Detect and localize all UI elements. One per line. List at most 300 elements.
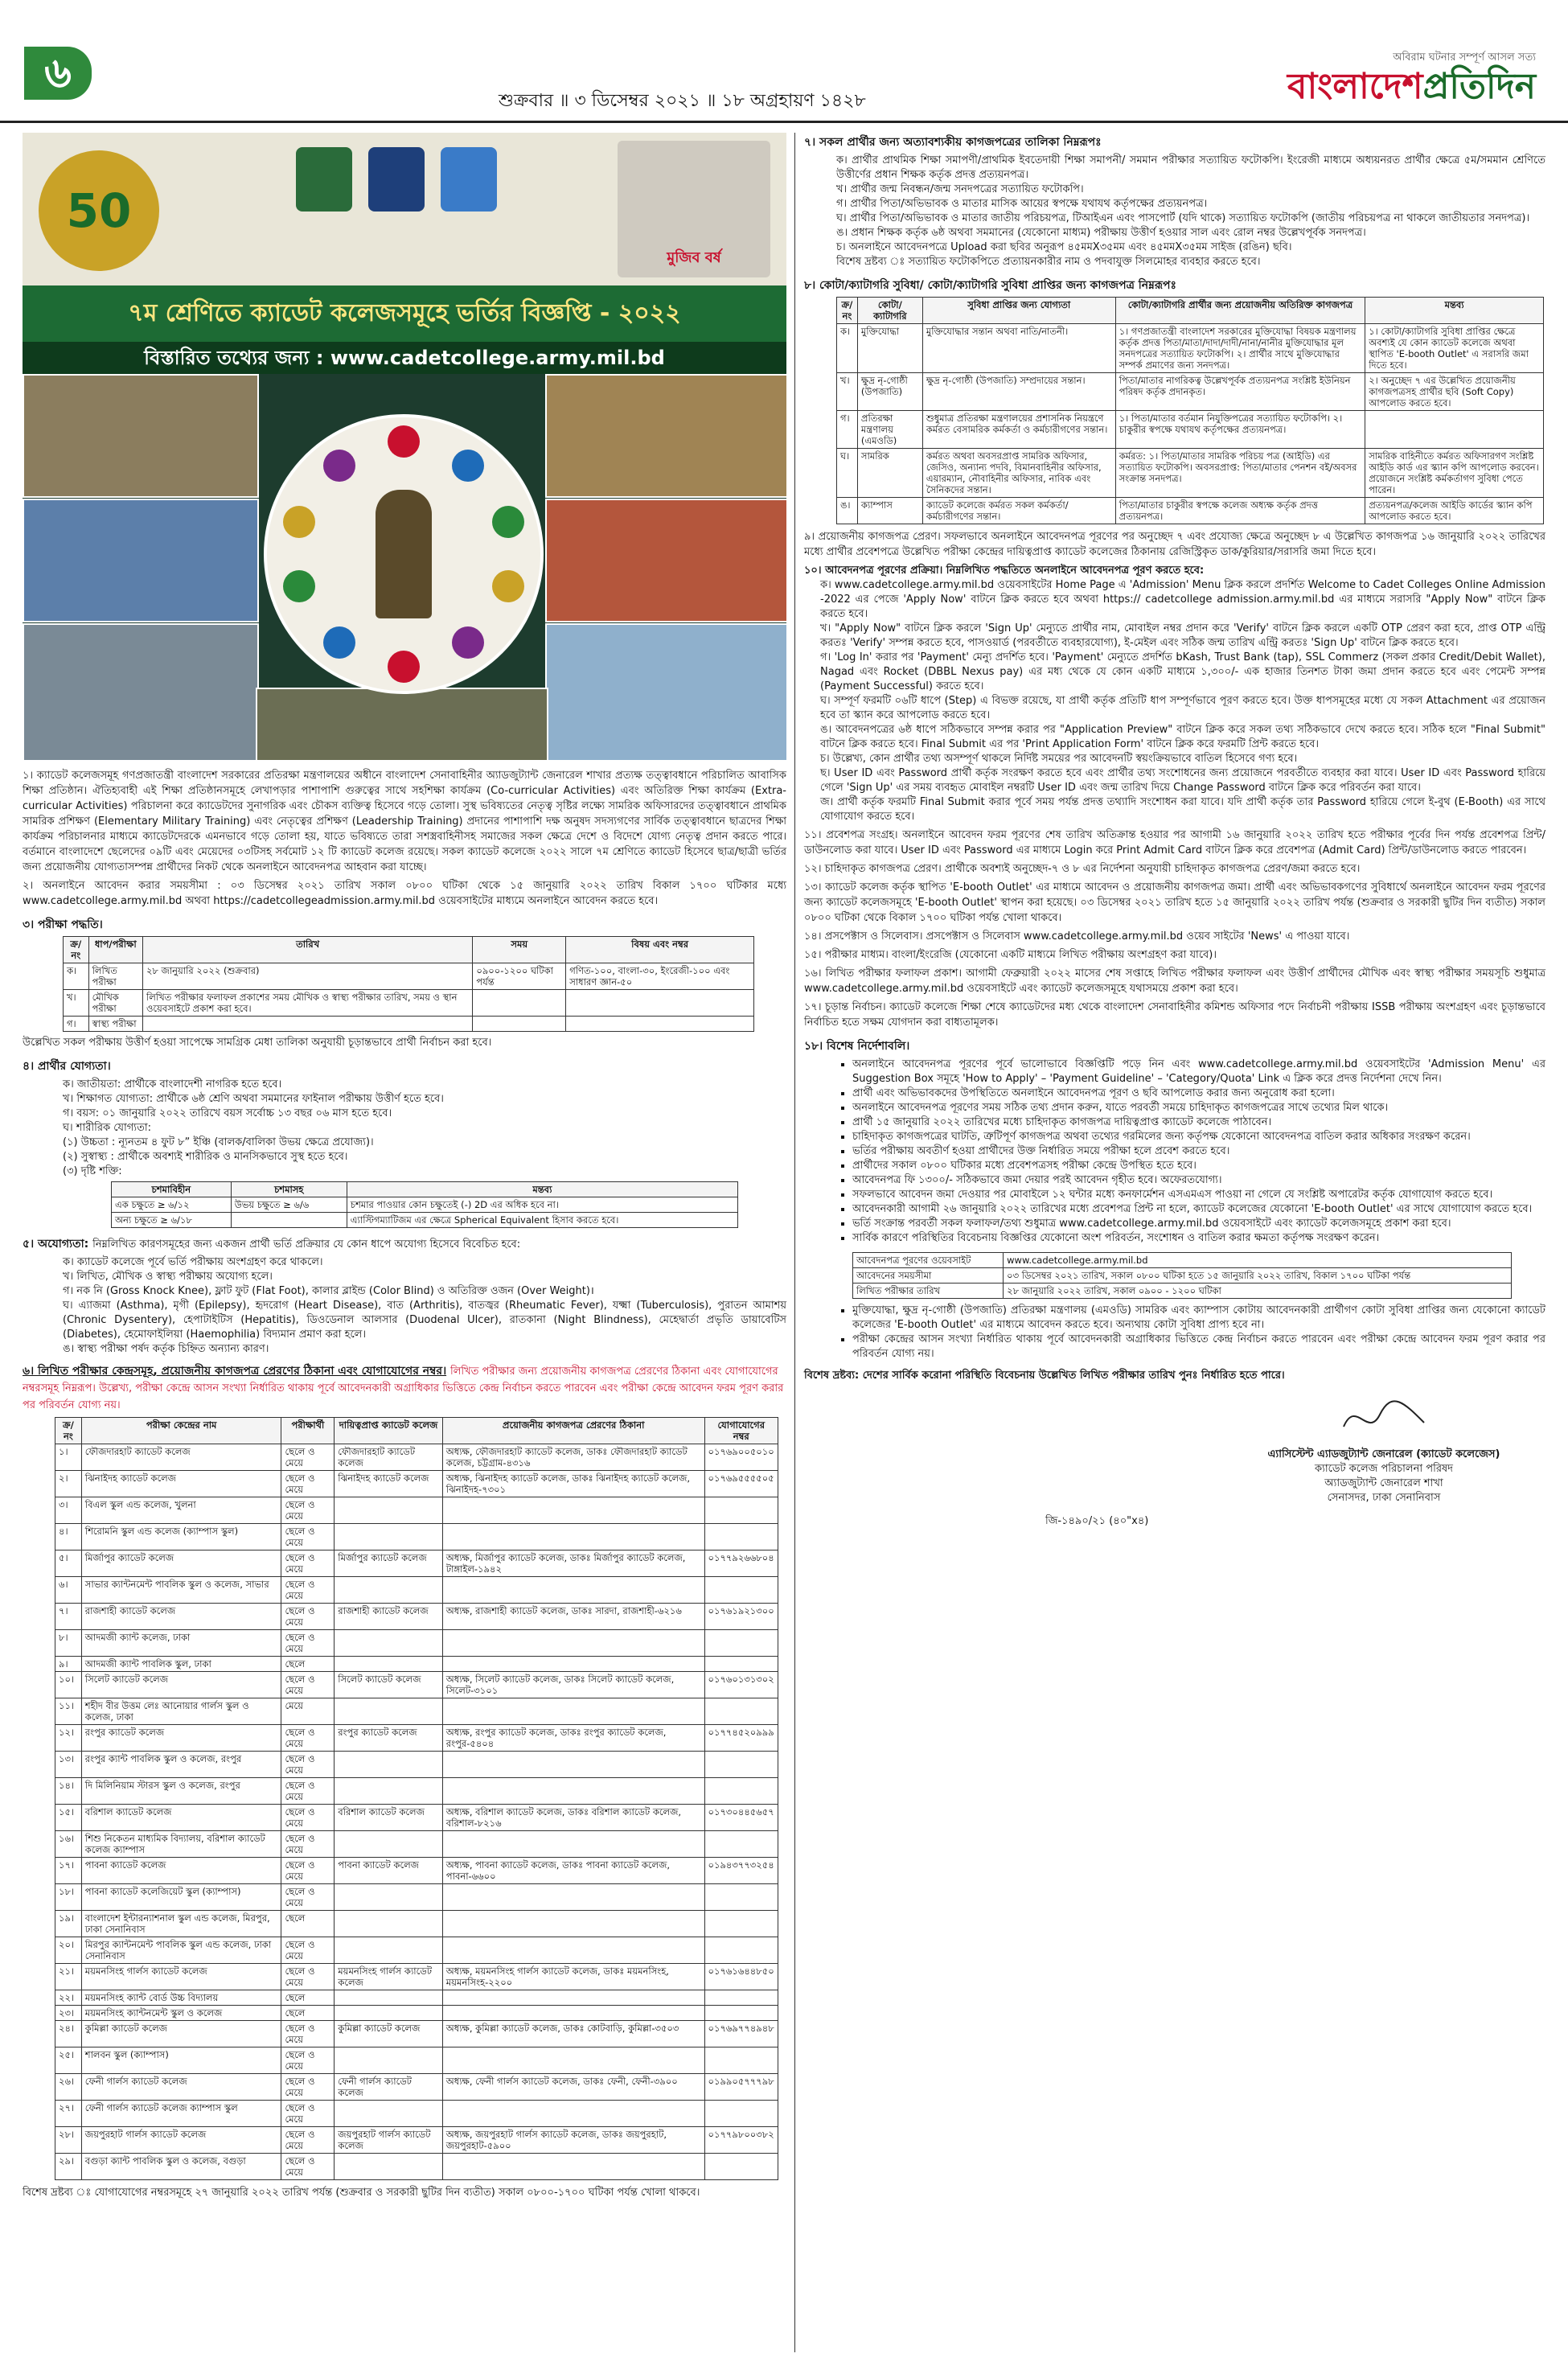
centres-footnote: বিশেষ দ্রষ্টব্য ঃ যোগাযোগের নম্বরসমূহে ২৭ জানুয়ারি ২০২২ তারিখ পর্যন্ত (শুক্রবার ও সরকারী ছুটির দিন ব্যতীত) সকাল ০৮০০-১৭০০ ঘটিকা পর্যন্ত খোলা থাকবে। — [23, 2187, 700, 2199]
table-cell: ছেলে ও মেয়ে — [281, 1630, 335, 1657]
table-cell — [142, 1017, 472, 1032]
newspaper-brand[interactable] — [1287, 50, 1536, 107]
table-cell: অধ্যক্ষ, বরিশাল ক্যাডেট কলেজ, ডাকঃ বরিশাল ক্যাডেট কলেজ, বরিশাল-৮২১৬ — [442, 1805, 704, 1831]
table-cell — [704, 1884, 778, 1911]
section-16-result: ১৬। লিখিত পরীক্ষার ফলাফল প্রকাশ। আগামী ফেব্রুয়ারী ২০২২ মাসের শেষ সপ্তাহে লিখিত পরীক্ষার ফলাফল এবং উত্তীর্ণ প্রার্থীদের মৌখিক এবং স্বাস্থ্য পরীক্ষার সময়সূচি শুধুমাত্র www.cadetcollege.army.mil.bd ওয়েবসাইটে এবং ক্যাডেট কলেজসমূহে যথাসময়ে প্রকাশ করা হবে। — [804, 967, 1545, 995]
table-cell — [335, 1630, 443, 1657]
table-cell: এক চক্ষুতে ≥ ৬/১২ — [112, 1197, 232, 1213]
signature-block — [1222, 1394, 1545, 1505]
table-cell: রংপুর ক্যাডেট কলেজ — [81, 1725, 281, 1752]
table-cell: পিতা/মাতার চাকুরীর স্বপক্ষে কলেজ অধ্যক্ষ কর্তৃক প্রদত্ত প্রত্যয়নপত্র। — [1115, 498, 1365, 524]
table-cell: ময়মনসিংহ ক্যান্ট বোর্ড উচ্চ বিদ্যালয় — [81, 1990, 281, 2006]
table-cell: ১। গণপ্রজাতন্ত্রী বাংলাদেশ সরকারের মুক্তিযোদ্ধা বিষয়ক মন্ত্রণালয় কর্তৃক প্রদত্ত পিতা/মাতা/দাদা/দাদী/নানা/নানীর মুক্তিযোদ্ধার মূল সনদপত্রের সত্যায়িত ফটোকপি। ২। প্রার্থীর সাথে মুক্তিযোদ্ধার সম্পর্ক প্রমাণের জন্য সনদপত্র। — [1115, 324, 1365, 373]
table-cell — [704, 1698, 778, 1725]
college-crest-icon — [388, 425, 420, 458]
table-cell: ১২। — [55, 1725, 82, 1752]
application-step: ঘ। সম্পূর্ণ ফরমটি ০৬টি ধাপে (Step) এ বিভক্ত রয়েছে, যা প্রার্থী কর্তৃক প্রতিটি ধাপ সম্পূর্ণভাবে পূরণ করতে হবে। উক্ত ধাপসমূহের মধ্যে যে সকল Attachment এর প্রয়োজন হবে তা স্ক্যান করে আপলোড করতে হবে। — [820, 695, 1545, 721]
table-cell — [335, 1937, 443, 1964]
disqualification-item: ক। ক্যাডেট কলেজে পূর্বে ভর্তি পরীক্ষায় অংশগ্রহণ করে থাকলে। — [63, 1256, 323, 1268]
table-cell: মিরপুর ক্যান্টনমেন্ট পাবলিক স্কুল এন্ড কলেজ, ঢাকা সেনানিবাস — [81, 1937, 281, 1964]
table-cell: ০১৭৬০১৩১৩০২ — [704, 1672, 778, 1698]
table-cell — [335, 2047, 443, 2074]
centre-row — [55, 2127, 778, 2154]
table-cell: এ্যাস্টিগম্যাটিজম এর ক্ষেত্রে Spherical Equivalent হিসাব করতে হবে। — [347, 1213, 737, 1228]
table-cell: গ। — [837, 411, 858, 449]
centre-row — [55, 1444, 778, 1471]
table-cell: ছেলে ও মেয়ে — [281, 1471, 335, 1497]
table-cell: মুক্তিযোদ্ধার সন্তান অথবা নাতি/নাতনী। — [922, 324, 1115, 373]
table-cell: ৬। — [55, 1577, 82, 1604]
quota-row — [837, 449, 1544, 498]
table-cell: ২২। — [55, 1990, 82, 2006]
centres-heading — [23, 1362, 786, 1415]
eligibility-item: ঘ। শারীরিক যোগ্যতা: — [63, 1122, 151, 1134]
table-header-cell: তারিখ — [142, 937, 472, 963]
table-cell: আদমজী ক্যান্ট কলেজ, ঢাকা — [81, 1630, 281, 1657]
table-cell: অধ্যক্ষ, জয়পুরহাট গার্লস ক্যাডেট কলেজ, ডাকঃ জয়পুরহাট, জয়পুরহাট-৫৯০০ — [442, 2127, 704, 2154]
table-cell — [231, 1213, 347, 1228]
table-header-cell: দায়িত্বপ্রাপ্ত ক্যাডেট কলেজ — [335, 1418, 443, 1444]
exam-note: উল্লেখিত সকল পরীক্ষায় উত্তীর্ণ হওয়া সাপেক্ষে সামগ্রিক মেধা তালিকা অনুযায়ী চূড়ান্তভাবে প্রার্থী নির্বাচন করা হবে। — [23, 1037, 492, 1049]
table-cell: ফেনী গার্লস ক্যাডেট কলেজ — [335, 2074, 443, 2101]
table-cell — [473, 990, 566, 1017]
table-cell: অধ্যক্ষ, মির্জাপুর ক্যাডেট কলেজ, ডাকঃ মির্জাপুর ক্যাডেট কলেজ, টাঙ্গাইল-১৯৪২ — [442, 1550, 704, 1577]
disqualification-item: ঙ। স্বাস্থ্য পরীক্ষা পর্ষদ কর্তৃক চিহ্নিত অন্যান্য কারণ। — [63, 1343, 269, 1355]
table-header-cell: যোগাযোগের নম্বর — [704, 1418, 778, 1444]
table-cell: ফেনী গার্লস ক্যাডেট কলেজ — [81, 2074, 281, 2101]
table-header-cell: বিষয় এবং নম্বর — [566, 937, 754, 963]
signature-line-2: ক্যাডেট কলেজ পরিচালনা পরিষদ — [1315, 1463, 1453, 1475]
document-item: ক। প্রার্থীর প্রাথমিক শিক্ষা সমাপণী/প্রাথমিক ইবতেদায়ী শিক্ষা সমাপনী/ সমমান পরীক্ষার সত্যায়িত ফটোকপি। ইংরেজী মাধ্যমে অধ্যয়নরত প্রার্থীর ক্ষেত্রে ৫ম/সমমান শ্রেণিতে উত্তীর্ণের প্রধান শিক্ষক কর্তৃক প্রদত্ত প্রত্যয়নপত্র। — [836, 154, 1545, 181]
table-cell: ঙ। — [837, 498, 858, 524]
table-cell: ১৫। — [55, 1805, 82, 1831]
table-cell: ০৩ ডিসেম্বর ২০২১ তারিখ, সকাল ০৮০০ ঘটিকা হতে ১৫ জানুয়ারি ২০২২ তারিখ, বিকাল ১৭০০ ঘটিকা পর্যন্ত — [1004, 1268, 1512, 1284]
college-crest-icon — [283, 506, 315, 538]
eligibility-heading: ৪। প্রার্থীর যোগ্যতা। — [23, 1060, 111, 1073]
table-cell: লিখিত পরীক্ষার ফলাফল প্রকাশের সময় মৌখিক ও স্বাস্থ্য পরীক্ষার তারিখ, সময় ও স্থান ওয়েবসাইটে প্রকাশ করা হবে। — [142, 990, 472, 1017]
table-cell: ছেলে — [281, 1990, 335, 2006]
right-column — [804, 133, 1545, 1530]
centre-row — [55, 1497, 778, 1524]
exam-centres-table — [55, 1417, 778, 2180]
quota-heading: ৮। কোটা/ক্যাটাগরি সুবিধা/ কোটা/ক্যাটাগরি সুবিধা প্রাপ্তির জন্য কাগজপত্র নিম্নরূপঃ — [804, 279, 1177, 292]
table-cell: অধ্যক্ষ, ফৌজদারহাট ক্যাডেট কলেজ, ডাকঃ ফৌজদারহাট ক্যাডেট কলেজ, চট্টগ্রাম-৪৩১৬ — [442, 1444, 704, 1471]
table-cell: ফৌজদারহাট ক্যাডেট কলেজ — [335, 1444, 443, 1471]
table-cell: ২৬। — [55, 2074, 82, 2101]
college-crest-icon — [323, 450, 355, 482]
cadets-ship-photo — [23, 623, 259, 760]
centre-row — [55, 1778, 778, 1805]
table-cell: ২। — [55, 1471, 82, 1497]
application-step: ঙ। আবেদনপত্রের ৬ষ্ঠ ধাপে সঠিকভাবে সম্পন্ন করার পর "Application Preview" বাটনে ক্লিক করে সকল তথ্য সঠিকভাবে দেখে করতে হবে। সঠিক হলে "Final Submit" বাটনে ক্লিক করতে হবে। Final Submit এর পর 'Print Application Form' বাটনে ক্লিক করে ফরমটি প্রিন্ট করতে হবে। — [820, 724, 1545, 750]
centre-row — [55, 1858, 778, 1884]
table-cell: ক। — [837, 324, 858, 373]
centre-row — [55, 2047, 778, 2074]
table-header-cell: কোটা/ ক্যাটাগরি — [857, 298, 922, 324]
table-cell — [566, 1017, 754, 1032]
table-cell: ০১৭৬৯৭৭৪৯৪৮ — [704, 2021, 778, 2047]
table-cell: ২৫। — [55, 2047, 82, 2074]
table-cell — [704, 2047, 778, 2074]
college-crest-icon — [492, 506, 524, 538]
vision-table — [111, 1181, 738, 1228]
table-cell: ছেলে ও মেয়ে — [281, 1964, 335, 1990]
table-cell: ১। — [55, 1444, 82, 1471]
table-cell: স্বাস্থ্য পরীক্ষা — [88, 1017, 142, 1032]
table-cell: ০১৭৬১৯২১৩০০ — [704, 1604, 778, 1630]
army-emblem-icon — [296, 147, 352, 212]
document-item: খ। প্রার্থীর জন্ম নিবন্ধন/জন্ম সনদপত্রের সত্যায়িত ফটোকপি। — [836, 183, 1084, 195]
summary-row — [853, 1284, 1512, 1299]
banner-photo-collage — [23, 374, 786, 760]
table-cell — [442, 1831, 704, 1858]
table-cell: ছেলে ও মেয়ে — [281, 1884, 335, 1911]
table-cell: ২১। — [55, 1964, 82, 1990]
table-cell — [704, 1657, 778, 1672]
table-cell: জয়পুরহাট গার্লস ক্যাডেট কলেজ — [335, 2127, 443, 2154]
table-cell — [704, 1497, 778, 1524]
table-cell: ১। কোটা/ক্যাটাগরি সুবিধা প্রাপ্তির ক্ষেত্রে অবশ্যই যে কোন ক্যাডেট কলেজে অথবা স্থাপিত 'E-booth Outlet' এ সরাসরি জমা দিতে হবে। — [1365, 324, 1544, 373]
table-cell: কুমিল্লা ক্যাডেট কলেজ — [335, 2021, 443, 2047]
table-cell: ৮। — [55, 1630, 82, 1657]
summary-table — [852, 1252, 1512, 1299]
instruction-item: ▪ ভর্তির পরীক্ষায় অবতীর্ণ হওয়া প্রার্থীদের উক্ত নির্ধারিত সময়ে পরীক্ষা হলে প্রবেশ করতে হবে। — [852, 1144, 1545, 1159]
cadet-colleges-crest-circle — [264, 414, 544, 694]
cadets-lab-photo — [23, 499, 259, 622]
table-cell: ০১৭৬৯০০৫০১০ — [704, 1444, 778, 1471]
table-cell — [704, 1911, 778, 1937]
brand-name-part-a: বাংলাদেশ — [1287, 66, 1423, 107]
column-rule — [794, 133, 795, 2352]
table-cell: বিএল স্কুল এন্ড কলেজ, খুলনা — [81, 1497, 281, 1524]
table-cell: ছেলে — [281, 1657, 335, 1672]
table-cell: ছেলে ও মেয়ে — [281, 1725, 335, 1752]
eligibility-list — [23, 1078, 786, 1179]
table-cell: ২৮। — [55, 2127, 82, 2154]
table-cell: ২৮ জানুয়ারি ২০২২ তারিখ, সকাল ০৯০০ - ১২০০ ঘটিকা — [1004, 1284, 1512, 1299]
table-cell: সিলেট ক্যাডেট কলেজ — [81, 1672, 281, 1698]
table-cell — [704, 1937, 778, 1964]
summary-row — [853, 1268, 1512, 1284]
table-cell: ফেনী গার্লস ক্যাডেট কলেজ ক্যাম্পাস স্কুল — [81, 2101, 281, 2127]
instruction-item: ▪ সার্বিক কারণে পরিস্থিতির বিবেচনায় বিজ্ঞপ্তির যেকোনো অংশ পরিবর্তন, সংশোধন ও বাতিল করার ক্ষমতা কর্তৃপক্ষ সংরক্ষণ করেন। — [852, 1231, 1545, 1246]
table-cell — [704, 2006, 778, 2021]
table-cell: বগুড়া ক্যান্ট পাবলিক স্কুল ও কলেজ, বগুড়া — [81, 2154, 281, 2180]
table-header-cell: মন্তব্য — [1365, 298, 1544, 324]
table-cell — [704, 2101, 778, 2127]
table-cell: ১৪। — [55, 1778, 82, 1805]
application-step: খ। "Apply Now" বাটনে ক্লিক করলে 'Sign Up' মেন্যুতে প্রার্থীর নাম, মোবাইল নম্বর প্রদান করে 'Verify' বাটনে ক্লিক করলে একটি OTP প্রেরণ করা হবে, প্রাপ্ত OTP এন্ট্রি করতঃ 'Verify' সম্পন্ন করতে হবে, পাসওয়ার্ড (পরবর্তীতে ব্যবহারযোগ্য), ই-মেইল এবং সঠিক জন্ম তারিখ এন্ট্রি করতঃ 'Sign Up' বাটনে ক্লিক করতে হবে। — [820, 622, 1545, 649]
quota-row — [837, 373, 1544, 411]
exam-table — [63, 936, 754, 1032]
table-cell: ছেলে ও মেয়ে — [281, 2021, 335, 2047]
table-cell: গ। — [64, 1017, 89, 1032]
instruction-item: ▪ ভর্তি সংক্রান্ত পরবর্তী সকল ফলাফল/তথ্য শুধুমাত্র www.cadetcollege.army.mil.bd ওয়েবসাইটে এবং ক্যাডেট কলেজসমূহে প্রকাশ করা হবে। — [852, 1217, 1545, 1231]
document-item: ঘ। প্রার্থীর পিতা/অভিভাবক ও মাতার জাতীয় পরিচয়পত্র, টিআইএন এবং পাসপোর্ট (যদি থাকে) সত্যায়িত ফটোকপি (জাতীয় পরিচয়পত্র না থাকলে জাতীয়তার সনদপত্র)। — [836, 212, 1530, 224]
table-header-cell: প্রয়োজনীয় কাগজপত্র প্রেরণের ঠিকানা — [442, 1418, 704, 1444]
table-cell: www.cadetcollege.army.mil.bd — [1004, 1253, 1512, 1268]
instruction-item: ▪ আবেদনকারী আগামী ২৬ জানুয়ারি ২০২২ তারিখের মধ্যে প্রবেশপত্র প্রিন্ট না হলে, ক্যাডেট কলেজের যেকোনো 'E-booth Outlet' এর সাথে যোগাযোগ করতে হবে। — [852, 1202, 1545, 1217]
table-cell — [442, 2154, 704, 2180]
table-cell: ছেলে ও মেয়ে — [281, 1577, 335, 1604]
instruction-item: ▪ অনলাইনে আবেদনপত্র পূরণের সময় সঠিক তথ্য প্রদান করুন, যাতে পরবর্তী সময়ে চাহিদাকৃত কাগজপত্রের সাথে তথ্যের মিল থাকে। — [852, 1101, 1545, 1115]
table-cell: ১৭। — [55, 1858, 82, 1884]
table-header-cell: পরীক্ষার্থী — [281, 1418, 335, 1444]
instruction-item: ▪ চাহিদাকৃত কাগজপত্রের ঘাটতি, ত্রুটিপূর্ণ কাগজপত্র অথবা তথ্যের গরমিলের জন্য কর্তৃপক্ষ যেকোনো আবেদনপত্র বাতিল করার অধিকার সংরক্ষণ করেন। — [852, 1130, 1545, 1144]
table-cell: ০১৭৭৪৫২০৯৯৯ — [704, 1725, 778, 1752]
table-cell: খ। — [64, 990, 89, 1017]
table-cell: ছেলে ও মেয়ে — [281, 1831, 335, 1858]
table-cell: ১৩। — [55, 1752, 82, 1778]
table-cell: রাজশাহী ক্যাডেট কলেজ — [81, 1604, 281, 1630]
table-cell: বরিশাল ক্যাডেট কলেজ — [335, 1805, 443, 1831]
table-cell — [704, 1577, 778, 1604]
table-cell — [335, 1990, 443, 2006]
centre-row — [55, 1884, 778, 1911]
left-body — [23, 768, 786, 2200]
section-15-exam-medium: ১৫। পরীক্ষার মাধ্যম। বাংলা/ইংরেজি (যেকোনো একটি মাধ্যমে লিখিত পরীক্ষায় অংশগ্রহণ করা যাবে)। — [804, 949, 1217, 961]
quota-row — [837, 411, 1544, 449]
tanks-photo — [256, 688, 548, 760]
section-9-documents-submission: ৯। প্রয়োজনীয় কাগজপত্র প্রেরণ। সফলভাবে অনলাইনে আবেদনপত্র পূরণের পর অনুচ্ছেদ ৭ এবং প্রযোজ্য ক্ষেত্রে অনুচ্ছেদ ৮ এ উল্লেখিত কাগজপত্র ১৬ জানুয়ারি ২০২২ তারিখের মধ্যে প্রার্থীর প্রবেশপত্রে উল্লেখিত পরীক্ষা কেন্দ্রের দায়িত্বপ্রাপ্ত ক্যাডেট কলেজের ঠিকানায় রেজিস্ট্রিকৃত ডাক/কুরিয়ার/সরাসরি জমা দিতে হবে। — [804, 531, 1545, 558]
ad-reference: জি-১৪৯০/২১ (৪০"x৪) — [1045, 1515, 1149, 1527]
centre-row — [55, 2074, 778, 2101]
table-cell: ঝিনাইদহ ক্যাডেট কলেজ — [335, 1471, 443, 1497]
table-cell — [442, 1497, 704, 1524]
table-cell: সাভার ক্যান্টনমেন্ট পাবলিক স্কুল ও কলেজ, সাভার — [81, 1577, 281, 1604]
table-cell: ময়মনসিংহ ক্যান্টনমেন্ট স্কুল ও কলেজ — [81, 2006, 281, 2021]
exam-table-row — [64, 990, 754, 1017]
centre-row — [55, 1964, 778, 1990]
closing-notes — [804, 1304, 1545, 1362]
table-cell: ক্ষুদ্র নৃ-গোষ্ঠী (উপজাতি) — [857, 373, 922, 411]
disqualification-item: গ। নক নি (Gross Knock Knee), ফ্লাট ফুট (Flat Foot), কালার ব্লাইন্ড (Color Blind) ও অতিরিক্ত ওজন (Over Weight)। — [63, 1285, 594, 1297]
admission-banner — [23, 133, 786, 760]
table-cell — [704, 1778, 778, 1805]
table-header-cell: সময় — [473, 937, 566, 963]
closing-note: ▪ মুক্তিযোদ্ধা, ক্ষুদ্র নৃ-গোষ্ঠী (উপজাতি) প্রতিরক্ষা মন্ত্রণালয় (এমওডি) সামরিক এবং ক্যাম্পাস কোটায় আবেদনকারী প্রার্থীগণ কোটা সুবিধা প্রাপ্তির জন্য যেকোনো ক্যাডেট কলেজের 'E-booth Outlet' এর মাধ্যমে আবেদন করতে হবে। অন্যথায় কোটা সুবিধা প্রাপ্য হবে না। — [852, 1304, 1545, 1333]
mujib-borsho-portrait — [618, 141, 770, 277]
table-cell: কর্মরত: ১। পিতা/মাতার সামরিক পরিচয় পত্র (আইডি) এর সত্যায়িত ফটোকপি। অবসরপ্রাপ্ত: পিতা/মাতার পেনশন বই/অবসর সংক্রান্ত সনদপত্র। — [1115, 449, 1365, 498]
table-cell: জয়পুরহাট গার্লস ক্যাডেট কলেজ — [81, 2127, 281, 2154]
table-cell — [335, 1778, 443, 1805]
table-cell: ০১৭৭৯২৬৬৮০৪ — [704, 1550, 778, 1577]
college-crest-icon — [452, 626, 484, 659]
centre-row — [55, 1698, 778, 1725]
table-cell: ক্যাম্পাস — [857, 498, 922, 524]
table-cell: ০৯০০-১২০০ ঘটিকা পর্যন্ত — [473, 963, 566, 990]
table-cell — [704, 1752, 778, 1778]
application-step: ক। www.cadetcollege.army.mil.bd ওয়েবসাইটের Home Page এ 'Admission' Menu ক্লিক করলে প্রদর্শিত Welcome to Cadet Colleges Online Admission -2022 এর পেজে 'Apply Now' বাটনে ক্লিক করতে হবে অথবা https:// cadetcollege admission.army.mil.bd এর মাধ্যমে সরাসরি "Apply Now" বাটনে ক্লিক করতে হবে। — [820, 579, 1546, 620]
disqualification-heading — [23, 1234, 786, 1254]
table-cell: ২৩। — [55, 2006, 82, 2021]
table-cell: গণিত-১০০, বাংলা-৩০, ইংরেজী-১০০ এবং সাধারণ জ্ঞান-৫০ — [566, 963, 754, 990]
cadet-figure — [376, 490, 432, 618]
closing-note: ▪ পরীক্ষা কেন্দ্রের আসন সংখ্যা নির্ধারিত থাকায় পূর্বে আবেদনকারী অগ্রাধিকার ভিত্তিতে কেন্দ্র নির্বাচন করতে পারবেন এবং পরীক্ষা কেন্দ্রে আবেদন ফরম পূরণ করার পর পরিবর্তন যোগ্য নয়। — [852, 1333, 1545, 1362]
table-cell — [442, 1884, 704, 1911]
table-cell — [335, 2101, 443, 2127]
date-line: শুক্রবার ॥ ৩ ডিসেম্বর ২০২১ ॥ ১৮ অগ্রহায়ণ ১৪২৮ — [499, 91, 866, 111]
table-cell: পাবনা ক্যাডেট কলেজ — [81, 1858, 281, 1884]
table-cell: ফৌজদারহাট ক্যাডেট কলেজ — [81, 1444, 281, 1471]
centre-row — [55, 1937, 778, 1964]
centre-row — [55, 1805, 778, 1831]
table-cell: ০১৭৬৯৫৫৫৫০৫ — [704, 1471, 778, 1497]
table-cell — [442, 2006, 704, 2021]
table-cell: পাবনা ক্যাডেট কলেজ — [335, 1858, 443, 1884]
centre-row — [55, 1831, 778, 1858]
special-instructions-list — [804, 1058, 1545, 1246]
table-cell: ৯। — [55, 1657, 82, 1672]
table-cell: ছেলে ও মেয়ে — [281, 2047, 335, 2074]
table-cell: ছেলে ও মেয়ে — [281, 1672, 335, 1698]
special-note: বিশেষ দ্রষ্টব্য: দেশের সার্বিক করোনা পরিস্থিতি বিবেচনায় উল্লেখিত লিখিত পরীক্ষার তারিখ পুনঃ নির্ধারিত হতে পারে। — [804, 1370, 1285, 1382]
table-cell: ক। — [64, 963, 89, 990]
section-14-prospectus: ১৪। প্রসপেক্টাস ও সিলেবাস। প্রসপেক্টাস ও সিলেবাস www.cadetcollege.army.mil.bd ওয়েব সাইটের 'News' এ পাওয়া যাবে। — [804, 930, 1350, 943]
centre-row — [55, 2021, 778, 2047]
table-cell: ১। পিতা/মাতার বর্তমান নিযুক্তিপত্রের সত্যায়িত ফটোকপি। ২। চাকুরীর স্বপক্ষে যথাযথ কর্তৃপক্ষের প্রত্যয়নপত্র। — [1115, 411, 1365, 449]
table-cell: অধ্যক্ষ, কুমিল্লা ক্যাডেট কলেজ, ডাকঃ কোটবাড়ি, কুমিল্লা-৩৫০৩ — [442, 2021, 704, 2047]
table-cell — [335, 1657, 443, 1672]
table-cell: ২৮ জানুয়ারি ২০২২ (শুক্রবার) — [142, 963, 472, 990]
banner-title: ৭ম শ্রেণিতে ক্যাডেট কলেজসমূহে ভর্তির বিজ্ঞপ্তি - ২০২২ — [23, 285, 786, 342]
exam-table-row — [64, 963, 754, 990]
table-cell: পাবনা ক্যাডেট কলেজিয়েট স্কুল (ক্যাম্পাস) — [81, 1884, 281, 1911]
table-cell: ছেলে ও মেয়ে — [281, 2101, 335, 2127]
centre-row — [55, 1990, 778, 2006]
application-step: চ। উল্লেখ্য, কোন প্রার্থীর তথ্য অসম্পূর্ণ থাকলে নির্দিষ্ট সময়ের পর আবেদনটি স্বয়ংক্রিয়ভাবে বাতিল হিসেবে গণ্য হবে। — [820, 753, 1298, 765]
instruction-item: ▪ আবেদনপত্র ফি ১৩০০/- সঠিকভাবে জমা দেয়ার পরই আবেদন গৃহীত হবে। অফেরতযোগ্য। — [852, 1173, 1545, 1188]
centre-row — [55, 1630, 778, 1657]
table-cell: উভয় চক্ষুতে ≥ ৬/৬ — [231, 1197, 347, 1213]
centre-row — [55, 1725, 778, 1752]
banner-logo-strip — [23, 133, 786, 285]
table-cell: শিশু নিকেতন মাধ্যমিক বিদ্যালয়, বরিশাল ক্যাডেট কলেজ ক্যাম্পাস — [81, 1831, 281, 1858]
table-cell: লিখিত পরীক্ষা — [88, 963, 142, 990]
table-cell: ০১৭৩০৪৪৫৬৫৭ — [704, 1805, 778, 1831]
disqualification-item: ঘ। এ্যাজমা (Asthma), মৃগী (Epilepsy), হৃদরোগ (Heart Disease), বাত (Arthritis), বাতজ্বর (Rheumatic Fever), যক্ষ্মা (Tuberculosis), পুরাতন আমাশয় (Chronic Dysentery), হেপাটাইটিস (Hepatitis), ডিওডেনাল আলসার (Duodenal Ulcer), রাতকানা (Night Blindness), মেহেদ্বার্তা প্রভৃতি ডায়াবেটিস (Diabetes), হেমোফাইলিয়া (Haemophilia) বিদ্যমান প্রমাণ করা হলে। — [63, 1300, 786, 1341]
table-cell: ছেলে ও মেয়ে — [281, 1858, 335, 1884]
eligibility-item: (৩) দৃষ্টি শক্তি: — [63, 1165, 122, 1177]
document-item: বিশেষ দ্রষ্টব্য ঃ সত্যায়িত ফটোকপিতে প্রত্যায়নকারীর নাম ও পদবাযুক্ত সিলমোহর ব্যবহার করতে হবে। — [836, 256, 1261, 268]
table-cell — [442, 1911, 704, 1937]
table-cell: ছেলে — [281, 2006, 335, 2021]
disqualification-text: নিম্নলিখিত কারণসমূহের জন্য একজন প্রার্থী ভর্তি প্রক্রিয়ার যে কোন ধাপে অযোগ্য হিসেবে বিবেচিত হবে: — [92, 1238, 521, 1251]
signature-line-3: অ্যাডজুট্যান্ট জেনারেল শাখা — [1324, 1477, 1443, 1489]
table-cell — [566, 990, 754, 1017]
cadets-march-photo — [545, 374, 786, 498]
table-cell: ১৬। — [55, 1831, 82, 1858]
table-cell: ০১৯৯০৫৭৭৭৯৮ — [704, 2074, 778, 2101]
quota-table — [836, 297, 1544, 524]
intro-paragraph-2: ২। অনলাইনে আবেদন করার সময়সীমা : ০৩ ডিসেম্বর ২০২১ তারিখ সকাল ০৮০০ ঘটিকা থেকে ১৫ জানুয়ারি ২০২২ তারিখ বিকাল ১৭০০ ঘটিকার মধ্যে www.cadetcollege.army.mil.bd অথবা https://cadetcollegeadmission.army.mil.bd ওয়েবসাইটের মাধ্যমে অনলাইনে আবেদন করতে হবে। — [23, 880, 786, 907]
eligibility-item: (২) সুস্বাস্থ্য : প্রার্থীকে অবশ্যই শারীরিক ও মানসিকভাবে সুস্থ হতে হবে। — [63, 1151, 348, 1163]
table-cell — [335, 1911, 443, 1937]
instruction-item: ▪ প্রার্থী ১৫ জানুয়ারি ২০২২ তারিখের মধ্যে চাহিদাকৃত কাগজপত্র দায়িত্বপ্রাপ্ত ক্যাডেট কলেজে পাঠাবেন। — [852, 1115, 1545, 1130]
documents-heading: ৭। সকল প্রার্থীর জন্য অত্যাবশ্যকীয় কাগজপত্রের তালিকা নিম্নরূপঃ — [804, 136, 1102, 149]
table-cell: আবেদনপত্র পূরণের ওয়েবসাইট — [853, 1253, 1004, 1268]
disqualification-list — [23, 1255, 786, 1357]
table-cell: সামরিক — [857, 449, 922, 498]
table-cell — [704, 2154, 778, 2180]
mujib-borsho-label: মুজিব বর্ষ — [667, 249, 721, 266]
table-cell — [442, 1577, 704, 1604]
table-cell: অধ্যক্ষ, ময়মনসিংহ গার্লস ক্যাডেট কলেজ, ডাকঃ ময়মনসিংহ, ময়মনসিংহ-২২০০ — [442, 1964, 704, 1990]
navy-emblem-icon — [368, 147, 425, 212]
table-cell: ছেলে — [281, 1911, 335, 1937]
quota-row — [837, 498, 1544, 524]
centre-row — [55, 1672, 778, 1698]
table-cell: ছেলে ও মেয়ে — [281, 1524, 335, 1550]
table-cell: ০১৭৭৯৮০০৩৮২ — [704, 2127, 778, 2154]
table-cell: মির্জাপুর ক্যাডেট কলেজ — [335, 1550, 443, 1577]
table-cell: ৭। — [55, 1604, 82, 1630]
table-cell — [442, 1990, 704, 2006]
table-header-cell: সুবিধা প্রাপ্তির জন্য যোগ্যতা — [922, 298, 1115, 324]
table-cell — [442, 2101, 704, 2127]
table-cell: শুধুমাত্র প্রতিরক্ষা মন্ত্রণালয়ের প্রশাসনিক নিয়ন্ত্রণে কর্মরত বেসামরিক কর্মকর্তা ও কর্মচারীগণের সন্তান। — [922, 411, 1115, 449]
table-cell: ১১। — [55, 1698, 82, 1725]
application-step: জ। প্রার্থী কর্তৃক ফরমটি Final Submit করার পূর্বে সময় পর্যন্ত প্রদত্ত তথ্যাদি সংশোধন করা যাবে। যদি প্রার্থী কর্তৃক তার Password হারিয়ে গেলে ই-বুথ (E-Booth) এর সাথে যোগাযোগ করতে হবে। — [820, 796, 1545, 823]
banner-website[interactable]: বিস্তারিত তথ্যের জন্য : www.cadetcollege.army.mil.bd — [23, 342, 786, 374]
eligibility-item: গ। বয়স: ০১ জানুয়ারি ২০২২ তারিখে বয়স সর্বোচ্চ ১৩ বছর ০৬ মাস হতে হবে। — [63, 1107, 392, 1119]
instruction-item: ▪ প্রার্থীদের সকাল ০৮০০ ঘটিকার মধ্যে প্রবেশপত্রসহ পরীক্ষা কেন্দ্রে উপস্থিত হতে হবে। — [852, 1159, 1545, 1173]
intro-paragraph-1: ১। ক্যাডেট কলেজসমূহ গণপ্রজাতন্ত্রী বাংলাদেশ সরকারের প্রতিরক্ষা মন্ত্রণালয়ের অধীনে বাংলাদেশ সেনাবাহিনীর অ্যাডজুট্যান্ট জেনারেল শাখার প্রত্যক্ষ তত্ত্বাবধানে পরিচালিত আবাসিক শিক্ষা প্রতিষ্ঠান। ঐতিহ্যবাহী এই শিক্ষা প্রতিষ্ঠানসমূহে লেখাপড়ার পাশাপাশি গুরুত্বের সাথে সহশিক্ষা কার্যক্রম (Co-curricular Activities) এবং অতিরিক্ত শিক্ষা কার্যক্রম (Extra-curricular Activities) পরিচালনা করে ক্যাডেটদের সুনাগরিক এবং চৌকস ব্যক্তিত্ব হিসেবে গড়ে তোলা। সুস্থ ভবিষ্যতের নেতৃত্ব সৃষ্টির লক্ষ্যে সামরিক অফিসারদের তত্ত্বাবধানে প্রাথমিক সামরিক প্রশিক্ষণ (Elementary Military Training) এবং নেতৃত্বের প্রশিক্ষণ (Leadership Training) প্রদানের পাশাপাশি দক্ষ অনুষদ সদস্যগণের সার্বিক তত্ত্বাবধানে ছাত্রদের শিক্ষা কার্যক্রম পরিচালনার মাধ্যমে ক্যাডেটদেরকে এমনভাবে গড়ে তোলা হয়, যাতে ভবিষ্যতে তারা সশস্ত্রবাহিনীসহ সমাজের সকল ক্ষেত্রে দেশে ও বিদেশে যোগ্য নেতৃত্ব প্রদান করতে পারে। বর্তমানে বাংলাদেশে ছেলেদের ০৯টি এবং মেয়েদের ০৩টিসহ সর্বমোট ১২ টি ক্যাডেট কলেজ রয়েছে। সকল ক্যাডেট কলেজে ২০২২ সালে ৭ম শ্রেণিতে ক্যাডেট হিসেবে ছাত্র/ছাত্রী ভর্তির জন্য প্রয়োজনীয় যোগ্যতাসম্পন্ন প্রার্থীদের নিকট থেকে অনলাইনে আবেদনপত্র আহবান করা যাচ্ছে। — [23, 770, 786, 873]
centre-row — [55, 1550, 778, 1577]
table-cell: ৩। — [55, 1497, 82, 1524]
table-cell: ২। অনুচ্ছেদ ৭ এর উল্লেখিত প্রয়োজনীয় কাগজপত্রসহ প্রার্থীর ছবি (Soft Copy) আপলোড করতে হবে। — [1365, 373, 1544, 411]
table-cell — [704, 1831, 778, 1858]
table-cell: ঘ। — [837, 449, 858, 498]
table-cell: ছেলে ও মেয়ে — [281, 1937, 335, 1964]
instruction-item: ▪ অনলাইনে আবেদনপত্র পূরণের পূর্বে ভালোভাবে বিজ্ঞপ্তিটি পড়ে নিন এবং www.cadetcollege.army.mil.bd ওয়েবসাইটের 'Admission Menu' এর Suggestion Box সমূহে 'How to Apply' – 'Payment Guideline' – 'Category/Quota' Link এ ক্লিক করে প্রদত্ত নির্দেশনা দেখে নিন। — [852, 1058, 1545, 1086]
special-instructions-heading: ১৮। বিশেষ নির্দেশাবলি। — [804, 1040, 910, 1053]
table-cell: ছেলে ও মেয়ে — [281, 1805, 335, 1831]
table-header-cell: মন্তব্য — [347, 1182, 737, 1197]
eligibility-item: ক। জাতীয়তা: প্রার্থীকে বাংলাদেশী নাগরিক হতে হবে। — [63, 1078, 282, 1090]
table-cell: অধ্যক্ষ, ফেনী গার্লস ক্যাডেট কলেজ, ডাকঃ ফেনী, ফেনী-৩৯০০ — [442, 2074, 704, 2101]
table-cell: ০১৭৬১৬৪৪৮৫০ — [704, 1964, 778, 1990]
section-13-e-booth: ১৩। ক্যাডেট কলেজ কর্তৃক স্থাপিত 'E-booth Outlet' এর মাধ্যমে আবেদন ও প্রয়োজনীয় কাগজপত্র জমা। প্রার্থী এবং অভিভাবকগণের সুবিধার্থে অনলাইনে আবেদন ফরম পূরণের জন্য ক্যাডেট কলেজসমূহে 'E-booth Outlet' স্থাপন করা হয়েছে। ০৩ ডিসেম্বর ২০২১ তারিখ হতে ১৫ জানুয়ারি ২০২২ তারিখ পর্যন্ত (শুক্রবার ও সরকারী ছুটির দিন ব্যতীত) সকাল ০৮০০ ঘটিকা থেকে বিকাল ১৭০০ ঘটিকা পর্যন্ত খোলা থাকবে। — [804, 881, 1545, 924]
exam-table-row — [64, 1017, 754, 1032]
table-cell: অধ্যক্ষ, রাজশাহী ক্যাডেট কলেজ, ডাকঃ সারদা, রাজশাহী-৬২১৬ — [442, 1604, 704, 1630]
table-cell — [335, 1497, 443, 1524]
college-crest-icon — [388, 651, 420, 683]
table-cell — [704, 1524, 778, 1550]
application-step: ছ। User ID এবং Password প্রার্থী কর্তৃক সংরক্ষণ করতে হবে এবং প্রার্থীর তথ্য সংশোধনের জন্য প্রয়োজনে পরবর্তীতে ব্যবহার করা যাবে। User ID এবং Password হারিয়ে গেলে 'Sign Up' এর সময় ব্যবহৃত মোবাইল নম্বরটি User ID এবং জন্ম তারিখ দিয়ে Change Password বাটনে ক্লিক করে পরিবর্তন করা যাবে। — [820, 767, 1545, 794]
table-cell: বাংলাদেশ ইন্টারন্যাশনাল স্কুল এন্ড কলেজ, মিরপুর, ঢাকা সেনানিবাস — [81, 1911, 281, 1937]
table-cell: পিতা/মাতার নাগরিকত্ব উল্লেখপূর্বক প্রত্যয়নপত্র সংশ্লিষ্ট ইউনিয়ন পরিষদ কর্তৃক প্রদানকৃত। — [1115, 373, 1365, 411]
eligibility-item: খ। শিক্ষাগত যোগ্যতা: প্রার্থীকে ৬ষ্ঠ শ্রেণি অথবা সমমানের ফাইনাল পরীক্ষায় উত্তীর্ণ হতে হবে। — [63, 1093, 444, 1105]
table-cell: ০১৯৪৩৭৭৩২৫৪ — [704, 1858, 778, 1884]
quota-row — [837, 324, 1544, 373]
airforce-emblem-icon — [441, 147, 497, 212]
application-step: গ। 'Log In' করার পর 'Payment' মেন্যু প্রদর্শিত হবে। 'Payment' মেন্যুতে প্রদর্শিত bKash, Trust Bank (tap), SSL Commerz (সকল প্রকার Credit/Debit Wallet), Nagad এবং Rocket (DBBL Nexus pay) এর মধ্য থেকে যে কোন একটি মাধ্যমে ১,৩০০/- এক হাজার তিনশত টাকা জমা প্রদান করতে হবে এবং পেমেন্ট সম্পন্ন (Payment Successful) করতে হবে। — [820, 651, 1545, 692]
application-steps-list — [804, 578, 1545, 824]
centre-row — [55, 1752, 778, 1778]
table-header-cell: চশমাবিহীন — [112, 1182, 232, 1197]
table-cell: অধ্যক্ষ, ঝিনাইদহ ক্যাডেট কলেজ, ডাকঃ ঝিনাইদহ ক্যাডেট কলেজ, ঝিনাইদহ-৭৩০১ — [442, 1471, 704, 1497]
table-cell — [1365, 411, 1544, 449]
centre-row — [55, 1604, 778, 1630]
table-cell: শিরোমনি স্কুল এন্ড কলেজ (ক্যাম্পাস স্কুল) — [81, 1524, 281, 1550]
table-cell: রংপুর ক্যান্ট পাবলিক স্কুল ও কলেজ, রংপুর — [81, 1752, 281, 1778]
table-cell: মৌখিক পরীক্ষা — [88, 990, 142, 1017]
table-cell — [335, 2154, 443, 2180]
table-cell: ৪। — [55, 1524, 82, 1550]
exam-method-heading: ৩। পরীক্ষা পদ্ধতি। — [23, 918, 103, 931]
cadets-sports-photo — [545, 499, 786, 622]
